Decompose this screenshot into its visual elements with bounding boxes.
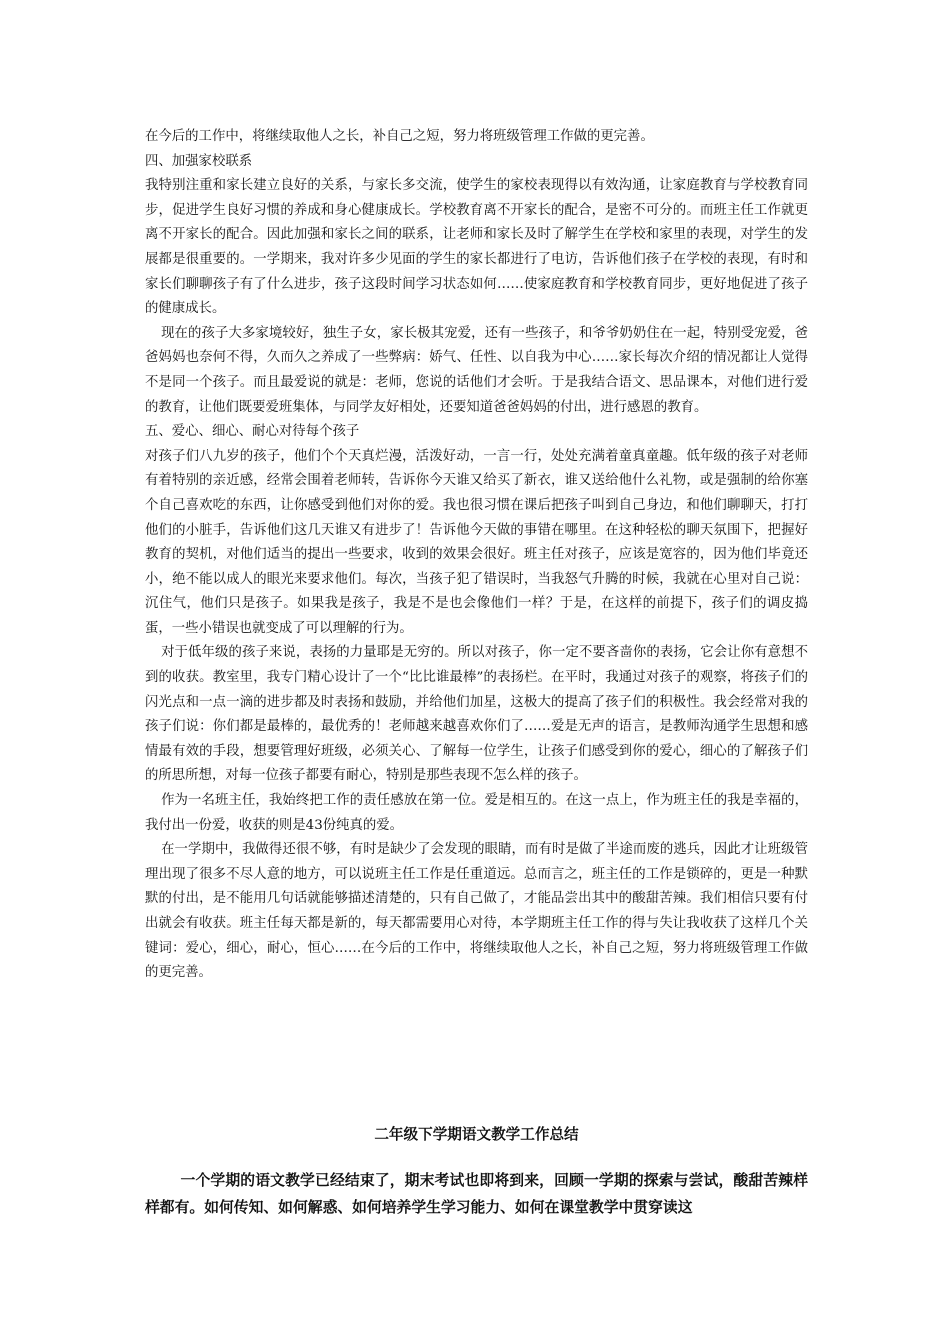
intro-paragraph: 一个学期的语文教学已经结束了，期末考试也即将到来，回顾一学期的探索与尝试，酸甜苦辣样样都有。如何传知、如何解惑、如何培养学生学习能力、如何在课堂教学中贯穿读这 <box>145 1172 808 1216</box>
paragraph-praise: 对于低年级的孩子来说，表扬的力量耶是无穷的。所以对孩子，你一定不要吝啬你的表扬，它会让你有意想不到的收获。教室里，我专门精心设计了一个“比比谁最棒”的表扬栏。在平时，我通过对孩子的观察，将孩子们的闪光点和一点一滴的进步都及时表扬和鼓励，并给他们加星，这极大的提高了孩子们的积极性。我会经常对我的孩子们说：你们都是最棒的，最优秀的！老师越来越喜欢你们了……爱是无声的语言，是教师沟通学生思想和感情最有效的手段，想要管理好班级，必须关心、了解每一位学生，让孩子们感受到你的爱心，细心的了解孩子们的所思所想，对每一位孩子都要有耐心，特别是那些表现不怎么样的孩子。 <box>145 645 808 784</box>
paragraph-summary: 在一学期中，我做得还很不够，有时是缺少了会发现的眼睛，而有时是做了半途而废的逃兵，因此才让班级管理出现了很多不尽人意的地方，可以说班主任工作是任重道远。总而言之，班主任的工作是锁碎的，更是一种默默的付出，是不能用几句话就能够描述清楚的，只有自己做了，才能品尝出其中的酸甜苦辣。我们相信只要有付出就会有收获。班主任每天都是新的，每天都需要用心对待，本学期班主任工作的得与失让我收获了这样几个关键词：爱心，细心，耐心，恒心……在今后的工作中，将继续取他人之长，补自己之短，努力将班级管理工作做的更完善。 <box>145 842 808 981</box>
paragraph-patience: 对孩子们八九岁的孩子，他们个个天真烂漫，活泼好动，一言一行，处处充满着童真童趣。低年级的孩子对老师有着特别的亲近感，经常会围着老师转，告诉你今天谁又给买了新衣，谁又送给他什么礼物，或是强制的给你塞个自己喜欢吃的东西，让你感受到他们对你的爱。我也很习惯在课后把孩子叫到自己身边，和他们聊聊天，打打他们的小脏手，告诉他们这几天谁又有进步了！告诉他今天做的事错在哪里。在这种轻松的聊天氛围下，把握好教育的契机，对他们适当的提出一些要求，收到的效果会很好。班主任对孩子，应该是宽容的，因为他们毕竟还小，绝不能以成人的眼光来要求他们。每次，当孩子犯了错误时，当我怒气升腾的时候，我就在心里对自己说：沉住气，他们只是孩子。如果我是孩子，我是不是也会像他们一样？于是，在这样的前提下，孩子们的调皮捣蛋，一些小错误也就变成了可以理解的行为。 <box>145 448 808 636</box>
document-title: 二年级下学期语文教学工作总结 <box>374 1126 579 1143</box>
closing-sentence: 在今后的工作中，将继续取他人之长，补自己之短，努力将班级管理工作做的更完善。 <box>145 129 654 144</box>
document-body <box>145 125 808 986</box>
paragraph-children-today: 现在的孩子大多家境较好，独生子女，家长极其宠爱，还有一些孩子，和爷爷奶奶住在一起，特别受宠爱，爸爸妈妈也奈何不得，久而久之养成了一些弊病：娇气、任性、以自我为中心……家长每次介绍的情况都让人觉得不是同一个孩子。而且最爱说的就是：老师，您说的话他们才会听。于是我结合语文、思品课本，对他们进行爱的教育，让他们既要爱班集体，与同学友好相处，还要知道爸爸妈妈的付出，进行感恩的教育。 <box>145 325 808 415</box>
paragraph-home-school: 我特别注重和家长建立良好的关系，与家长多交流，使学生的家校表现得以有效沟通，让家庭教育与学校教育同步，促进学生良好习惯的养成和身心健康成长。学校教育离不开家长的配合，是密不可分的。而班主任工作就更离不开家长的配合。因此加强和家长之间的联系，让老师和家长及时了解学生在学校和家里的表现，对学生的发展都是很重要的。一学期来，我对许多少见面的学生的家长都进行了电访，告诉他们孩子在学校的表现，有时和家长们聊聊孩子有了什么进步，孩子这段时间学习状态如何……使家庭教育和学校教育同步，更好地促进了孩子的健康成长。 <box>145 178 808 317</box>
section-heading-5: 五、爱心、细心、耐心对待每个孩子 <box>145 424 360 440</box>
section-heading-4: 四、加强家校联系 <box>145 153 253 169</box>
paragraph-responsibility: 作为一名班主任，我始终把工作的责任感放在第一位。爱是相互的。在这一点上，作为班主任的我是幸福的，我付出一份爱，收获的则是43份纯真的爱。 <box>145 793 808 833</box>
